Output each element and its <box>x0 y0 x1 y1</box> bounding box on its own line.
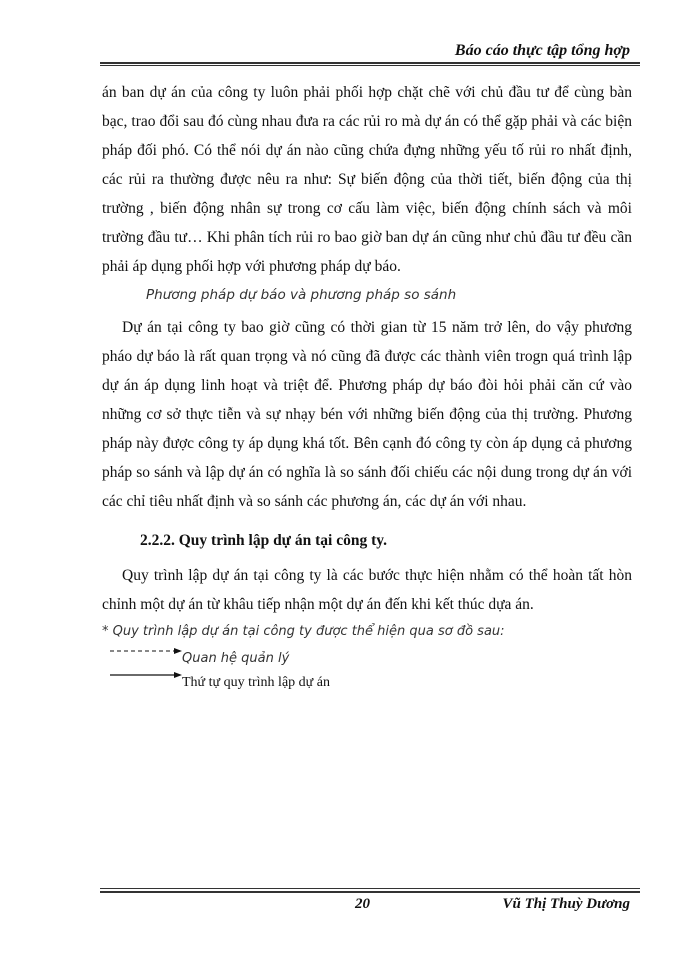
footer-rule <box>100 888 640 893</box>
subheading-forecast-method: Phương pháp dự báo và phương pháp so sánh <box>146 287 457 303</box>
process-diagram-note: * Quy trình lập dự án tại công ty được thể hiện qua sơ đồ sau: <box>102 624 505 639</box>
legend-label: Quan hệ quản lý <box>182 651 290 666</box>
legend-management-relation <box>102 645 632 669</box>
document-body <box>102 78 632 693</box>
paragraph-risk-analysis: án ban dự án của công ty luôn phải phối hợp chặt chẽ với chủ đầu tư để cùng bàn bạc, trao đổi sau đó cùng nhau đưa ra các rủi ro mà dự án có thể gặp phải và các biện pháp đối phó. Có thể nói dự án nào cũng chứa đựng những yếu tố rủi ro nhất định, các rủi ra thường được nêu ra như: Sự biến động của thời tiết, biến động của thị trường , biến động nhân sự trong cơ cấu làm việc, biến động chính sách và môi trường đầu tư… Khi phân tích rủi ro bao giờ ban dự án cũng như chủ đầu tư đều cần phải áp dụng phối hợp với phương pháp dự báo. <box>102 84 632 275</box>
page-number: 20 <box>355 896 370 912</box>
header-rule <box>100 62 640 66</box>
section-heading-project-process: 2.2.2. Quy trình lập dự án tại công ty. <box>140 532 388 549</box>
header-title: Báo cáo thực tập tổng hợp <box>454 42 630 59</box>
solid-arrow-icon <box>110 669 182 683</box>
legend-process-order <box>102 669 632 693</box>
paragraph-forecast-method: Dự án tại công ty bao giờ cũng có thời gian từ 15 năm trở lên, do vậy phương pháo dự báo là rất quan trọng và nó cũng đã được các thành viên trogn quá trình lập dự án áp dụng linh hoạt và triệt để. Phương pháp dự báo đòi hỏi phải căn cứ vào những cơ sở thực tiễn và sự nhạy bén với những biến động của thị trường. Phương pháp này được công ty áp dụng khá tốt. Bên cạnh đó công ty còn áp dụng cả phương pháp so sánh và lập dự án có nghĩa là so sánh đối chiếu các nội dung trong dự án với các chỉ tiêu nhất định và so sánh các phương án, các dự án với nhau. <box>102 319 632 510</box>
paragraph-project-process: Quy trình lập dự án tại công ty là các bước thực hiện nhằm có thể hoàn tất hòn chỉnh một dự án từ khâu tiếp nhận một dự án đến khi kết thúc dựa án. <box>102 567 632 613</box>
footer-author: Vũ Thị Thuỳ Dương <box>502 896 630 912</box>
dashed-arrow-icon <box>110 645 182 659</box>
legend-label: Thứ tự quy trình lập dự án <box>182 675 330 690</box>
